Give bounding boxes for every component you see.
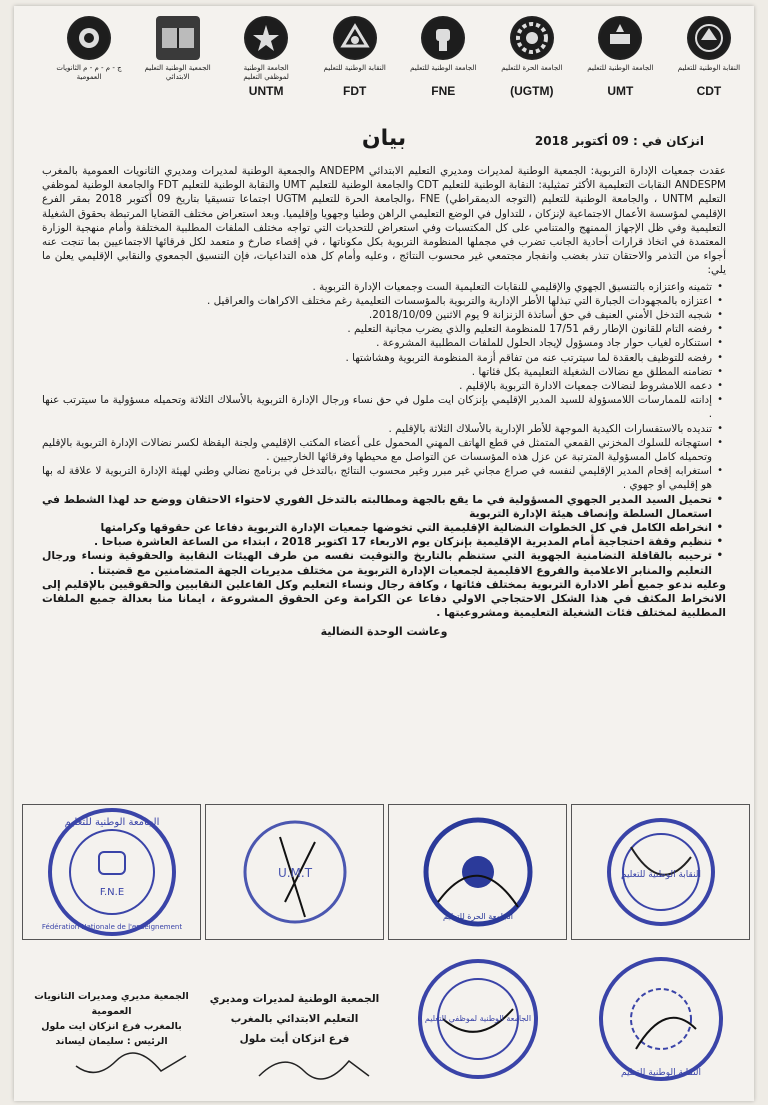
closing-line: وعاشت الوحدة النضالية (320, 624, 448, 638)
andepm-sig-line-3: فرع انزكان أيت ملول (239, 1033, 350, 1045)
list-item: • رفضه التام للقانون الإطار رقم 17/51 للمنظومة التعليم والذي يضرب مجانية التعليم . (42, 322, 712, 336)
fdt-stamp-text: النقابة الوطنية للتعليم (620, 1068, 701, 1078)
logo-acronym: CDT (696, 84, 722, 98)
fdt-emblem-icon (333, 16, 377, 60)
fne-stamp-text: F.N.E (99, 887, 124, 898)
list-item: • تثمينه واعتزازه بالتنسيق الجهوي والإقليمي للنقابات التعليمية الست وجمعيات الإدارة التربوية . (42, 280, 712, 294)
andespm-sig-line-2: بالمغرب فرع انزكان ايت ملول (41, 1021, 182, 1032)
list-item: • رفضه للتوظيف بالعقدة لما سيترتب عنه من تفاقم أزمة المنظومة التربوية وهشاشتها . (42, 351, 712, 365)
demands-list (42, 280, 726, 578)
signatures-grid (22, 804, 750, 1094)
untm-stamp-text: الجامعة الوطنية لموظفي التعليم (424, 1014, 531, 1023)
logo-fdt: النقابة الوطنية للتعليم FDT (320, 16, 390, 116)
andespm-sig-line-1: الجمعية مديري ومديرات الثانويات العمومية (34, 991, 189, 1017)
stamp-cell-cdt (571, 804, 750, 940)
andepm-sig-line-1: الجمعية الوطنية لمديرات ومديري (209, 993, 380, 1005)
andespm-sig-line-3: الرئيس : سليمان ليساند (55, 1036, 168, 1047)
logo-cdt: النقابة الوطنية للتعليم CDT (674, 16, 744, 116)
umt-stamp-icon (225, 807, 365, 937)
place-and-date: انزكان في : 09 أكتوبر 2018 (534, 134, 704, 148)
bold-list-item: • ترحيبه بالقافلة التضامنية الجهوية التي ستنظم بالتاريخ والتوقيت نفسه من طرف الهيئات النقابية والحقوقية ونساء ورجال التعليم والمنابر الاعلامية والفروع الاقليمية لجمعيات الإدارة التربوية من مختلف مديريات الجهة المتضامنين مع قضيتنا . (42, 549, 712, 577)
stamp-cell-fne (22, 804, 201, 940)
list-item: • اعتزازه بالمجهودات الجبارة التي تبذلها الأطر الإدارية والتربوية بالمؤسسات التعليمية رغم مختلف الاكراهات والعراقيل . (42, 294, 712, 308)
andespm-signature-block (22, 944, 201, 1094)
list-item: • استغرابه إقحام المدير الإقليمي لنفسه في صراع مجاني غير مبرر وغير محسوب النتائج ،بالتدخل في برنامج نضالي وطني لهيئة الإدارة التربوية لا علاقة له بها هو إقليمي او جهوي . (42, 464, 712, 492)
logo-andespm: ج - م - م - م الثانويات العمومية (54, 16, 124, 116)
cdt-stamp-text: النقابة الوطنية للتعليم (620, 870, 701, 880)
logo-acronym: FDT (343, 84, 367, 98)
bold-list-item: • تحميل السيد المدير الجهوي المسؤولية في ما يقع بالجهة ومطالبته بالتدخل الفوري لاحتواء الاحتقان ووضع حد لهذا الشطط في استعمال السلطة وإنصاف هيئة الإدارة التربوية (42, 493, 712, 521)
list-item: • استنكاره لغياب حوار جاد ومسؤول لإيجاد الحلول للملفات المطلبية المشروعة . (42, 336, 712, 350)
list-item: • تنديده بالاستفسارات الكيدية الموجهة للأطر الإدارية بالأسلاك الثلاثة بالإقليم . (42, 422, 712, 436)
umt-stamp-text: U.M.T (277, 866, 312, 880)
logo-acronym: (UGTM) (510, 84, 554, 98)
logo-acronym: UNTM (248, 84, 284, 98)
cdt-stamp-icon (591, 807, 731, 937)
intro-paragraph: عقدت جمعيات الإدارة التربوية: الجمعية الوطنية لمديرات ومديري التعليم الابتدائي ANDEPM والجمعية الوطنية لمديرات ومديري الثانويات العمومية بالمغرب ANDESPM النقابات التعليمية الأكثر تمثيلية: النقابة الوطنية للتعليم CDT والجامعة الوطنية للتعليم UMT والنقابة الوطنية للتعليم FDT والجامعة الوطنية لموظفي التعليم UNTM ، والجامعة الوطنية للتعليم (التوجه الديمقراطي) FNE ،والجامعة الحرة للتعليم UGTM اجتماعا تنسيقيا بتاريخ 09 أكتوبر 2018 بمقر الفرع الإقليمي لمؤسسة الأعمال الاجتماعية لإنزكان ، للتداول في الوضع التعليمي الراهن وطنيا وجهويا وإقليميا. وبعد استعراض مختلف القضايا المرتبطة بحقوق الشغيلة التعليمية وفي ظل الإجهاز الممنهج والمتنامي على كل المكتسبات وفي استعراض للتحديات التي تواجه مختلف الملفات المطلبية المختلفة وأمام منهجية الوزارة المعتمدة في اتخاذ قرارات أحادية الجانب تضرب في مجملها المنظومة التربوية بكل مكوناتها ، في إقصاء صارخ و متعمد لكل فرقائها الاجتماعيين بما تنجت عنه أجواء من التذمر والاحتقان تنذر بغضب وانفجار مجتمعي غير محسوب النتائج ، وعليه وأمام كل هذه التداعيات، فإن التنسيق الجمعوي والنقابي الإقليمي يعلن ما يلي: (42, 165, 727, 277)
ugtm-gear-icon (510, 16, 554, 60)
ugtm-stamp-icon (408, 807, 548, 937)
bold-list-item: • انخراطه الكامل في كل الخطوات النضالية الإقليمية التي تخوضها جمعيات الإدارة التربوية دفاعا عن حقوقها وكرامتها (42, 521, 712, 535)
handwritten-signature-icon (254, 1046, 374, 1086)
cdt-emblem-icon (687, 16, 731, 60)
list-item: • تضامنه المطلق مع نضالات الشغيلة التعليمية بكل فئاتها . (42, 365, 712, 379)
union-logos-row (54, 16, 744, 116)
fne-stamp-icon (27, 807, 197, 937)
logo-ugtm: الجامعة الحرة للتعليم (UGTM) (497, 16, 567, 116)
fne-stamp-ring-top: الجامعة الوطنية للتعليم (64, 817, 159, 828)
list-item: • شجبه التدخل الأمني العنيف في حق أساتذة الزنزانة 9 يوم الاثنين 2018/10/09. (42, 308, 712, 322)
logo-acronym: UMT (607, 84, 634, 98)
stamp-cell-untm (388, 944, 567, 1094)
stamp-cell-umt (205, 804, 384, 940)
bold-list-item: • تنظيم وقفة احتجاجية أمام المديرية الإقليمية بإنزكان يوم الاربعاء 17 اكتوبر 2018 ، ابتداء من الساعة العاشرة صباحا . (42, 535, 712, 549)
logo-umt: الجامعة الوطنية للتعليم UMT (585, 16, 655, 116)
document-page (14, 6, 754, 1101)
andepm-book-icon (156, 16, 200, 60)
logo-untm: الجامعة الوطنية لموظفي التعليم UNTM (231, 16, 301, 116)
list-item: • دعمه اللامشروط لنضالات جمعيات الادارة التربوية بالإقليم . (42, 379, 712, 393)
ugtm-stamp-text: الجامعة الحرة للتعليم (442, 912, 513, 921)
list-item: • استهجانه للسلوك المخزني القمعي المتمثل في قطع الهاتف المهني المحمول على أعضاء المكتب الإقليمي ولجنة اليقظة لكسر نضالات الإدارة التربوية بالإقليم وتحميله كامل المسؤولية المترتبة عن عزل هذه المؤسسات عن التواصل مع محيطها وفرقائها الخارجيين . (42, 436, 712, 464)
stamp-cell-ugtm (388, 804, 567, 940)
logo-fne: الجامعة الوطنية للتعليم FNE (408, 16, 478, 116)
untm-stamp-icon (403, 949, 553, 1089)
call-paragraph: وعليه ندعو جميع أطر الادارة التربوية بمختلف فئاتها ، وكافة رجال ونساء التعليم وكل الفاعلين النقابيين والحقوقيين بالإقليم إلى الانخراط المكثف في هذا الشكل الاحتجاجي الاولي دفاعا عن الكرامة وعن الحقوق المشروعة ، ايمانا منا بعدالة جميع الملفات المطلبية لمختلف فئات الشغيلة التعليمية ومشروعيتها . (42, 577, 726, 620)
statement-body (42, 164, 726, 639)
fne-fist-icon (421, 16, 465, 60)
untm-star-icon (244, 16, 288, 60)
andepm-sig-line-2: التعليم الابتدائي بالمغرب (230, 1013, 359, 1025)
fdt-stamp-icon (586, 949, 736, 1089)
stamp-cell-fdt (571, 944, 750, 1094)
list-item: • إدانته للممارسات اللامسؤولة للسيد المدير الإقليمي بإنزكان ايت ملول في حق نساء ورجال الإدارة التربوية بالأسلاك الثلاثة وتحميله مسؤولية ما سيترتب عنها . (42, 393, 712, 421)
fne-stamp-ring-bottom: Fédération Nationale de l'enseignement (41, 923, 182, 931)
andepm-signature-block (205, 944, 384, 1094)
document-title: بيان (361, 126, 407, 151)
logo-acronym: FNE (431, 84, 456, 98)
logo-andepm: الجمعية الوطنية التعليم الابتدائي (143, 16, 213, 116)
umt-emblem-icon (598, 16, 642, 60)
handwritten-signature-icon (71, 1046, 191, 1086)
andespm-emblem-icon (67, 16, 111, 60)
